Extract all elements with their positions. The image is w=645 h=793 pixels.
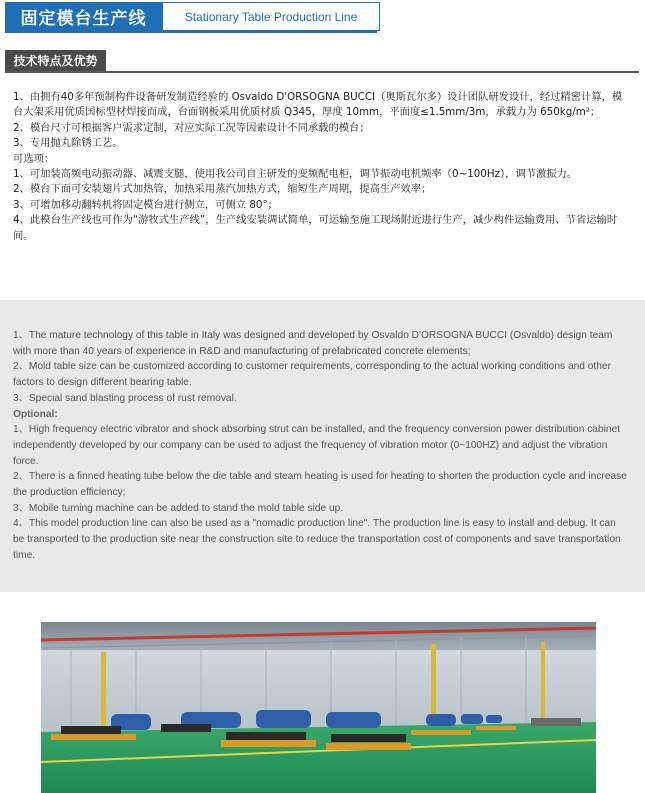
cn-line: 3、专用抛丸除锈工艺。 <box>13 137 123 150</box>
cn-line: 1、可加装高频电动振动器、减震支腿，使用我公司自主研发的变频配电柜，调节振动电机频率（0~100Hz），调节激振力。 <box>13 168 578 181</box>
en-line: 3、Special sand blasting process of rust removal. <box>13 392 237 404</box>
cn-line: 可选项： <box>13 152 55 165</box>
cn-line: 2、模台下面可安装翅片式加热管，加热采用蒸汽加热方式，缩短生产周期，提高生产效率； <box>13 183 432 196</box>
cn-line: 2、模台尺寸可根据客户需求定制，对应实际工况等因素设计不同承载的模台； <box>13 121 370 134</box>
cn-line: 3、可增加移动翻转机将固定模台进行侧立，可侧立 80°； <box>13 198 278 211</box>
english-description <box>13 328 628 564</box>
cn-line: 4、此模台生产线也可作为“游牧式生产线”，生产线安装调试简单，可运输至施工现场附近进行生产，减少构件运输费用、节省运输时间。 <box>13 214 618 242</box>
section-badge: 技术特点及优势 <box>5 50 106 71</box>
en-line: 4、This model production line can also be used as a "nomadic production line". The production line is easy to install and debug. It can be transported to the production site near the construction site to reduce the transportation cost of components and save transportation time. <box>13 518 621 561</box>
chinese-description <box>13 90 628 244</box>
en-line: 2、There is a finned heating tube below the die table and steam heating is used for heating to shorten the production cycle and increase the production efficiency; <box>13 471 627 499</box>
en-line: Optional: <box>13 408 58 420</box>
en-line: 2、Mold table size can be customized according to customer requirements, corresponding to the actual working conditions and other factors to design different bearing table. <box>13 361 611 389</box>
page-title-cn: 固定模台生产线 <box>5 2 162 31</box>
section-divider <box>5 71 639 73</box>
cn-line: 1、由拥有40多年预制构件设备研发制造经验的 Osvaldo D'ORSOGNA BUCCI（奥斯瓦尔多）设计团队研发设计，经过精密计算，模台大架采用优质国标型材焊接而成，台面钢板采用优质材质 Q345，厚度 10mm，平面度≤1.5mm/3m，承载力为 650kg/m²； <box>13 91 623 119</box>
en-line: 1、The mature technology of this table in Italy was designed and developed by Osvaldo D'ORSOGNA BUCCI (Osvaldo) design team with more than 40 years of experience in R&D and manufacturing of prefabricated concrete elements; <box>13 330 613 357</box>
page-title-en: Stationary Table Production Line <box>162 2 380 31</box>
en-line: 1、High frequency electric vibrator and shock absorbing strut can be installed, and the frequency conversion power distribution cabinet independently developed by our company can be used to adjust the frequency of vibration motor (0~100HZ) and adjust the vibration force. <box>13 424 621 467</box>
factory-photo <box>41 622 596 793</box>
header-divider <box>5 31 377 33</box>
en-line: 3、Mobile turning machine can be added to stand the mold table side up. <box>13 502 344 514</box>
